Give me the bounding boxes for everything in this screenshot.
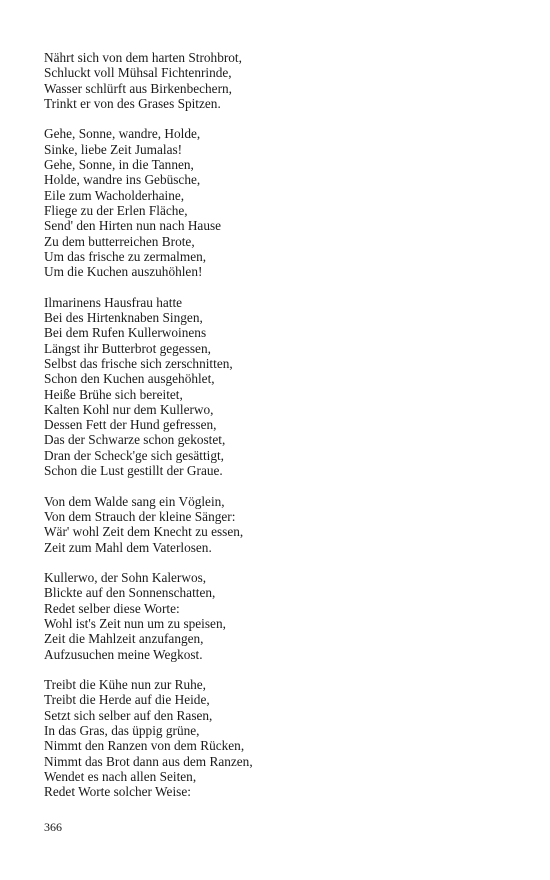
verse-line: Wendet es nach allen Seiten, [44,768,197,784]
verse-line: Gehe, Sonne, wandre, Holde, [44,126,201,142]
verse-line: Schluckt voll Mühsal Fichtenrinde, [44,65,232,81]
verse-line: Fliege zu der Erlen Fläche, [44,202,188,218]
verse-line: Trinkt er von des Grases Spitzen. [44,95,221,111]
verse-line: Dessen Fett der Hund gefressen, [44,417,217,433]
verse-line: In das Gras, das üppig grüne, [44,723,200,739]
verse-line: Selbst das frische sich zerschnitten, [44,355,233,371]
stanza-1 [44,50,514,111]
verse-line: Dran der Scheck'ge sich gesättigt, [44,447,224,463]
verse-line: Schon den Kuchen ausgehöhlet, [44,371,215,387]
verse-line: Blickte auf den Sonnenschatten, [44,585,216,601]
verse-line: Gehe, Sonne, in die Tannen, [44,157,194,173]
verse-line: Bei dem Rufen Kullerwoinens [44,325,207,341]
verse-line: Wär' wohl Zeit dem Knecht zu essen, [44,524,244,540]
verse-line: Wohl ist's Zeit nun um zu speisen, [44,615,226,631]
verse-line: Redet Worte solcher Weise: [44,784,191,800]
verse-line: Bei des Hirtenknaben Singen, [44,310,203,326]
verse-line: Setzt sich selber auf den Rasen, [44,707,213,723]
verse-line: Um die Kuchen auszuhöhlen! [44,264,203,280]
verse-line: Kalten Kohl nur dem Kullerwo, [44,401,214,417]
verse-line: Das der Schwarze schon gekostet, [44,432,226,448]
stanza-5 [44,570,514,662]
verse-line: Zeit zum Mahl dem Vaterlosen. [44,539,212,555]
verse-line: Eile zum Wacholderhaine, [44,187,185,203]
verse-line: Längst ihr Butterbrot gegessen, [44,340,211,356]
poem-text [44,50,514,800]
verse-line: Ilmarinens Hausfrau hatte [44,294,183,310]
verse-line: Nimmt den Ranzen von dem Rücken, [44,738,245,754]
verse-line: Sinke, liebe Zeit Jumalas! [44,141,183,157]
verse-line: Nährt sich von dem harten Strohbrot, [44,50,242,65]
stanza-6 [44,677,514,799]
verse-line: Treibt die Kühe nun zur Ruhe, [44,677,207,693]
verse-line: Redet selber diese Worte: [44,600,180,616]
stanza-3 [44,295,514,479]
stanza-4 [44,494,514,555]
verse-line: Kullerwo, der Sohn Kalerwos, [44,570,207,586]
verse-line: Von dem Strauch der kleine Sänger: [44,508,236,524]
verse-line: Um das frische zu zermalmen, [44,248,207,264]
verse-line: Treibt die Herde auf die Heide, [44,692,210,708]
verse-line: Von dem Walde sang ein Vöglein, [44,493,225,509]
verse-line: Zu dem butterreichen Brote, [44,233,195,249]
verse-line: Zeit die Mahlzeit anzufangen, [44,631,204,647]
verse-line: Holde, wandre ins Gebüsche, [44,172,201,188]
verse-line: Heiße Brühe sich bereitet, [44,386,183,402]
verse-line: Schon die Lust gestillt der Graue. [44,463,223,479]
verse-line: Wasser schlürft aus Birkenbechern, [44,80,232,96]
verse-line: Send' den Hirten nun nach Hause [44,218,222,234]
verse-line: Aufzusuchen meine Wegkost. [44,646,203,662]
stanza-2 [44,126,514,279]
page-number: 366 [44,820,62,834]
verse-line: Nimmt das Brot dann aus dem Ranzen, [44,753,253,769]
